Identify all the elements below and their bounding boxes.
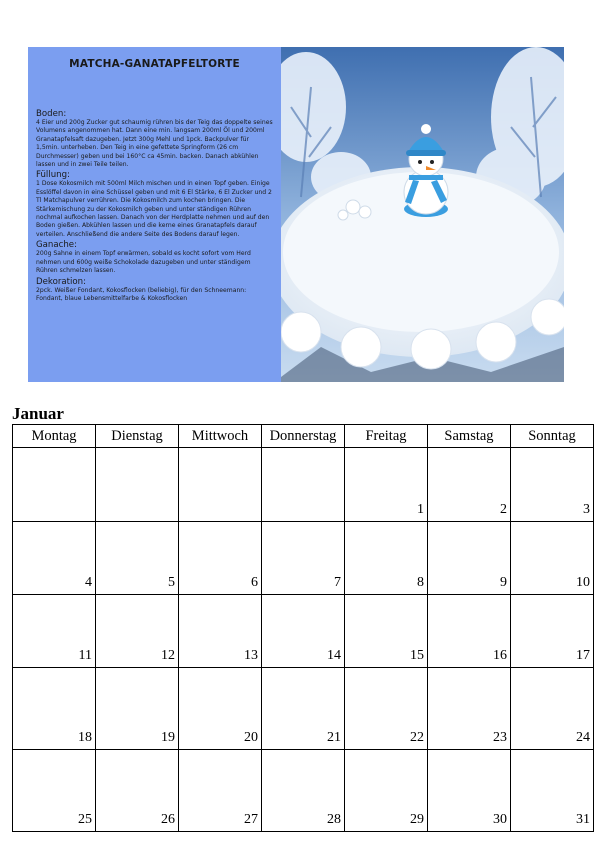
section-text-fuellung: 1 Dose Kokosmilch mit 500ml Milch mischen und in einen Topf geben. Einige Esslöffel davon in eine Schüssel geben und mit 6 El Stärke, 6 El Zucker und 2 Tl Matchapulver verrühren. Die Kokosmilch zum kochen bringen. Die Stärkemischung zu der Kokosmilch geben und unter ständigen Rühren nochmal aufkochen lassen. Danach von der Herdplatte nehmen und auf den Boden gießen. Abkühlen lassen und die kerne eines Granatapfels darauf verteilen. Anschließend die andere Seite des Bodens darauf legen. xyxy=(36,180,272,238)
day-cell: 10 xyxy=(511,522,594,595)
week-row xyxy=(13,668,594,750)
day-cell: 11 xyxy=(13,595,96,668)
recipe-title: MATCHA-GANATAPFELTORTE xyxy=(69,58,240,70)
day-cell: 16 xyxy=(428,595,511,668)
day-cell: 19 xyxy=(96,668,179,750)
day-cell: 4 xyxy=(13,522,96,595)
day-cell xyxy=(179,448,262,522)
week-row xyxy=(13,448,594,522)
section-heading-dekoration: Dekoration: xyxy=(36,276,86,287)
day-cell: 14 xyxy=(262,595,345,668)
day-cell: 2 xyxy=(428,448,511,522)
weekday-header-row xyxy=(13,425,594,448)
recipe-panel xyxy=(28,47,281,382)
weekday-header: Freitag xyxy=(345,425,428,448)
day-cell: 20 xyxy=(179,668,262,750)
snowman-cake-photo xyxy=(281,47,564,382)
day-cell: 17 xyxy=(511,595,594,668)
day-cell: 8 xyxy=(345,522,428,595)
day-cell: 25 xyxy=(13,750,96,832)
day-cell: 12 xyxy=(96,595,179,668)
section-text-dekoration: 2pck. Weißer Fondant, Kokosflocken (beliebig), für den Schneemann: Fondant, blaue Lebensmittelfarbe & Kokosflocken xyxy=(36,286,247,302)
day-cell xyxy=(262,448,345,522)
weekday-header: Donnerstag xyxy=(262,425,345,448)
day-cell: 5 xyxy=(96,522,179,595)
section-text-ganache: 200g Sahne in einem Topf erwärmen, sobald es kocht sofort vom Herd nehmen und 600g weiße Schokolade dazugeben und unter ständigem Rühren schmelzen lassen. xyxy=(36,250,251,275)
month-title: Januar xyxy=(12,404,64,423)
day-cell: 22 xyxy=(345,668,428,750)
week-row xyxy=(13,595,594,668)
weekday-header: Montag xyxy=(13,425,96,448)
day-cell: 30 xyxy=(428,750,511,832)
weekday-header: Sonntag xyxy=(511,425,594,448)
day-cell xyxy=(13,448,96,522)
day-cell: 31 xyxy=(511,750,594,832)
recipe-body xyxy=(36,109,273,304)
week-row xyxy=(13,522,594,595)
section-heading-boden: Boden: xyxy=(36,109,67,119)
day-cell: 7 xyxy=(262,522,345,595)
day-cell: 1 xyxy=(345,448,428,522)
day-cell: 27 xyxy=(179,750,262,832)
day-cell xyxy=(96,448,179,522)
day-cell: 3 xyxy=(511,448,594,522)
day-cell: 26 xyxy=(96,750,179,832)
day-cell: 9 xyxy=(428,522,511,595)
day-cell: 15 xyxy=(345,595,428,668)
day-cell: 18 xyxy=(13,668,96,750)
calendar-grid xyxy=(12,424,594,832)
day-cell: 29 xyxy=(345,750,428,832)
day-cell: 23 xyxy=(428,668,511,750)
weekday-header: Mittwoch xyxy=(179,425,262,448)
section-text-boden: 4 Eier und 200g Zucker gut schaumig rühren bis der Teig das doppelte seines Volumens angenommen hat. Dann eine min. langsam 200ml Öl und 200ml Granatapfelsaft dazugeben. Jetzt 300g Mehl und 1pck. Backpulver für 1,5min. unterheben. Den Teig in eine gefettete Springform (26 cm Durchmesser) geben und bei 160°C ca 45min. backen. Danach abkühlen lassen und in zwei Teile teilen. xyxy=(36,119,273,169)
weekday-header: Dienstag xyxy=(96,425,179,448)
day-cell: 24 xyxy=(511,668,594,750)
section-heading-ganache: Ganache: xyxy=(36,240,77,251)
day-cell: 28 xyxy=(262,750,345,832)
week-row xyxy=(13,750,594,832)
day-cell: 21 xyxy=(262,668,345,750)
section-heading-fuellung: Füllung: xyxy=(36,170,70,181)
day-cell: 13 xyxy=(179,595,262,668)
day-cell: 6 xyxy=(179,522,262,595)
weekday-header: Samstag xyxy=(428,425,511,448)
